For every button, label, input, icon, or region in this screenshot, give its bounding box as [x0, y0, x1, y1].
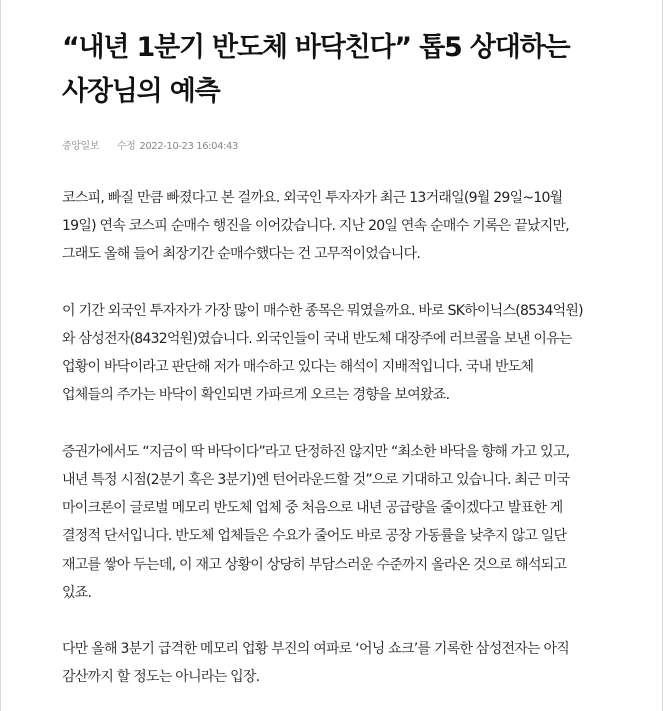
article-headline: “내년 1분기 반도체 바닥친다” 톱5 상대하는 사장님의 예측: [62, 32, 570, 107]
article-paragraph: [62, 184, 622, 269]
paragraph-line: 감산까지 할 정도는 아니라는 입장.: [62, 669, 260, 686]
paragraph-line: 이 기간 외국인 투자자가 가장 많이 매수한 종목은 뭐였을까요. 바로 SK하이닉스(8534억원): [62, 302, 583, 319]
paragraph-line: 재고를 쌓아 두는데, 이 재고 상황이 상당히 부담스러운 수준까지 올라온 것으로 해석되고: [62, 556, 567, 573]
paragraph-line: 결정적 단서입니다. 반도체 업체들은 수요가 줄어도 바로 공장 가동률을 낮추지 않고 일단: [62, 528, 567, 545]
paragraph-line: 증권가에서도 “지금이 딱 바닥이다”라고 단정하진 않지만 “최소한 바닥을 향해 가고 있고,: [62, 443, 570, 460]
paragraph-line: 업체들의 주가는 바닥이 확인되면 가파르게 오르는 경향을 보여왔죠.: [62, 387, 450, 404]
paragraph-line: 내년 특정 시점(2분기 혹은 3분기)엔 턴어라운드할 것”으로 기대하고 있습니다. 최근 미국: [62, 472, 570, 488]
article: [62, 26, 622, 692]
article-meta: [62, 140, 622, 154]
article-paragraph: [62, 438, 622, 607]
paragraph-line: 그래도 올해 들어 최장기간 순매수했다는 건 고무적이었습니다.: [62, 246, 421, 263]
article-paragraph: [62, 635, 622, 691]
article-updated-label: 수정: [116, 141, 136, 152]
paragraph-line: 다만 올해 3분기 급격한 메모리 업황 부진의 여파로 ‘어닝 쇼크’를 기록한 삼성전자는 아직: [62, 641, 570, 658]
article-updated-time: 2022-10-23 16:04:43: [139, 141, 238, 152]
paragraph-line: 있죠.: [62, 584, 92, 601]
article-paragraph: [62, 297, 622, 410]
paragraph-line: 19일) 연속 코스피 순매수 행진을 이어갔습니다. 지난 20일 연속 순매수 기록은 끝났지만,: [62, 218, 569, 235]
paragraph-line: 업황이 바닥이라고 판단해 저가 매수하고 있다는 해석이 지배적입니다. 국내 반도체: [62, 359, 534, 376]
article-source[interactable]: 중앙일보: [62, 141, 100, 152]
paragraph-line: 와 삼성전자(8432억원)였습니다. 외국인들이 국내 반도체 대장주에 러브콜을 보낸 이유는: [62, 331, 572, 347]
paragraph-line: 코스피, 빠질 만큼 빠졌다고 본 걸까요. 외국인 투자자가 최근 13거래일(9월 29일~10월: [62, 190, 563, 206]
article-body: [62, 184, 622, 692]
paragraph-line: 마이크론이 글로벌 메모리 반도체 업체 중 처음으로 내년 공급량을 줄이겠다고 발표한 게: [62, 500, 563, 517]
